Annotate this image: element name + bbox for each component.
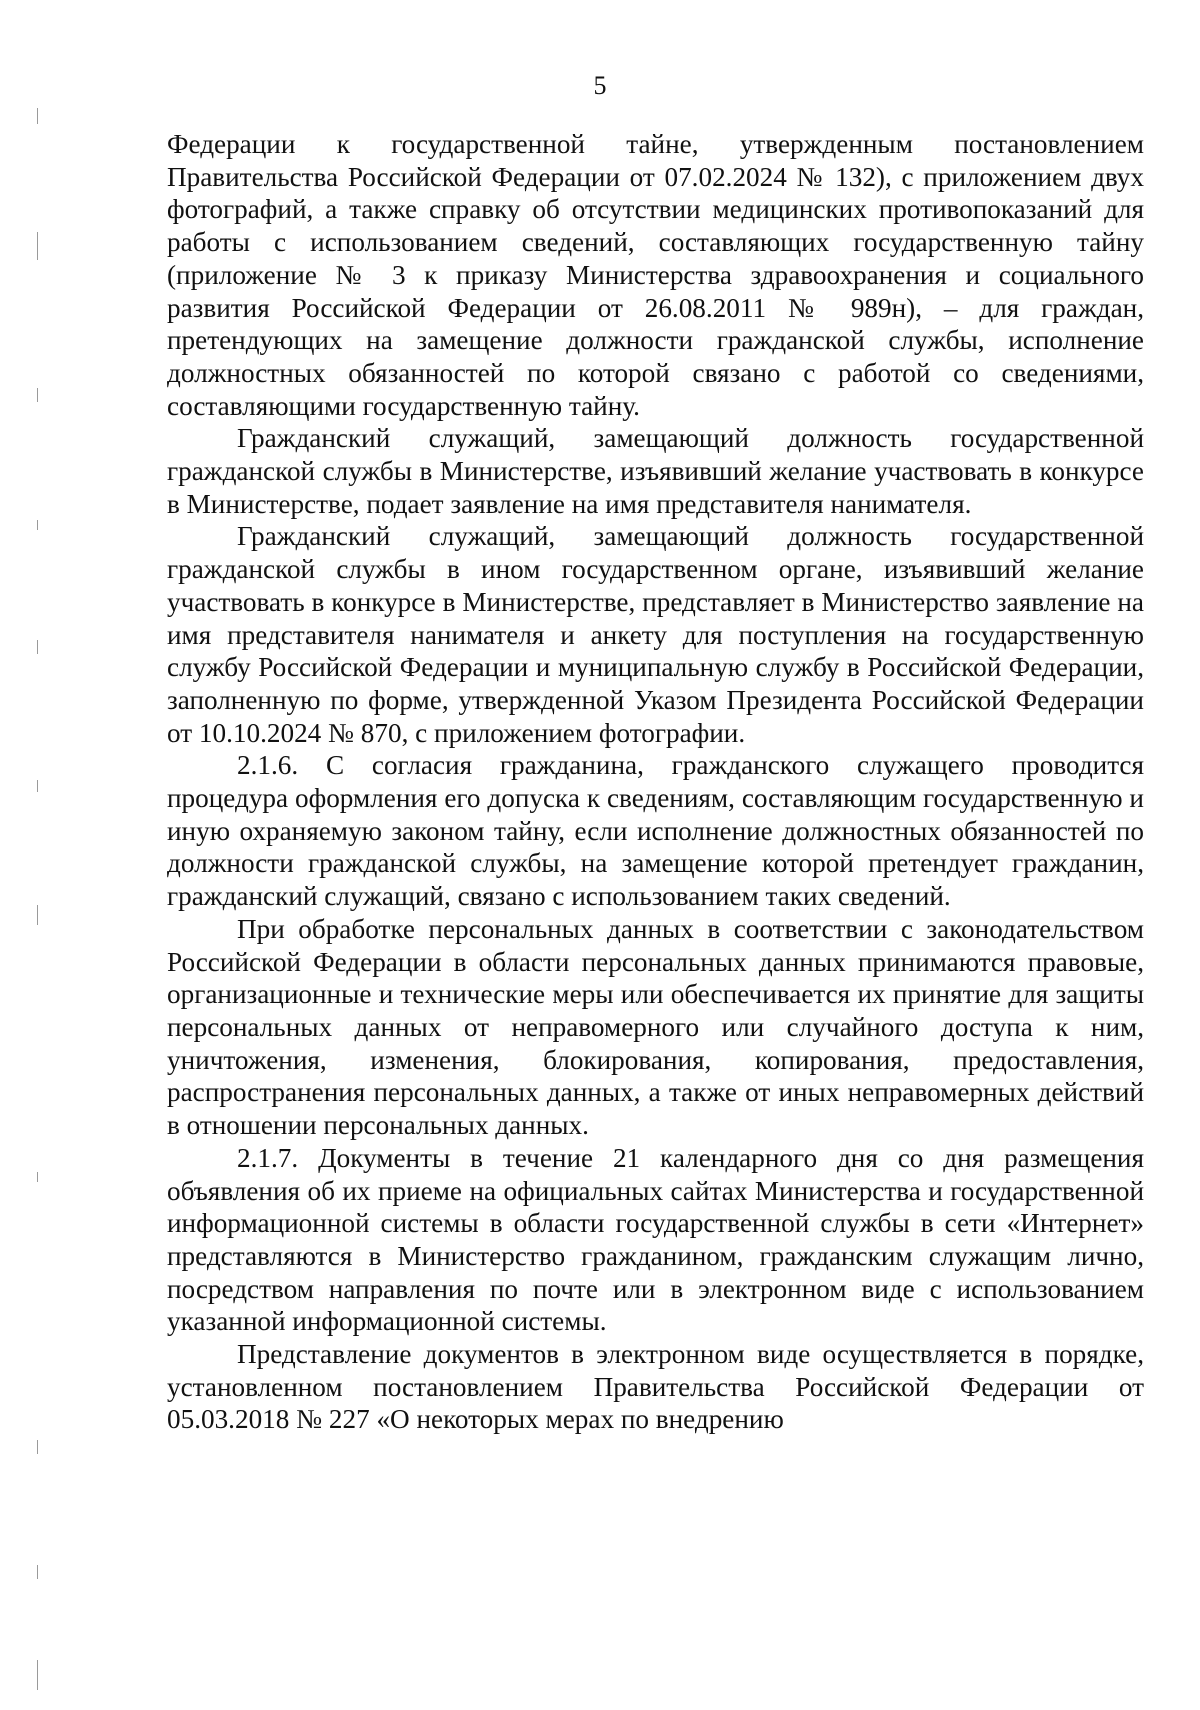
paragraph-electronic-submission: Представление документов в электронном виде осуществляется в порядке, установленном постановлением Правительства Российской Федерации от 05.03.2018 № 227 «О некоторых мерах по внедрению: [167, 1339, 1144, 1435]
page-number: 5: [593, 71, 607, 100]
paragraph-civil-servant-other-body: Гражданский служащий, замещающий должность государственной гражданской службы в ином государственном органе, изъявивший желание участвовать в конкурсе в Министерстве, представляет в Министерство заявление на имя представителя нанимателя и анкету для поступления на государственную службу Российской Федерации и муниципальную службу в Российской Федерации, заполненную по форме, утвержденной Указом Президента Российской Федерации от 10.10.2024 № 870, с приложением фотографии.: [167, 521, 1144, 748]
paragraph-continuation: Федерации к государственной тайне, утвержденным постановлением Правительства Российской Федерации от 07.02.2024 № 132), с приложением двух фотографий, а также справку об отсутствии медицинских противопоказаний для работы с использованием сведений, составляющих государственную тайну (приложение № 3 к приказу Министерства здравоохранения и социального развития Российской Федерации от 26.08.2011 № 989н), – для граждан, претендующих на замещение должности гражданской службы, исполнение должностных обязанностей по которой связано с работой со сведениями, составляющими государственную тайну.: [167, 129, 1144, 421]
paragraph-civil-servant-ministry: Гражданский служащий, замещающий должность государственной гражданской службы в Министерстве, изъявивший желание участвовать в конкурсе в Министерстве, подает заявление на имя представителя нанимателя.: [167, 423, 1144, 519]
paragraph-2-1-7: 2.1.7. Документы в течение 21 календарного дня со дня размещения объявления об их приеме на официальных сайтах Министерства и государственной информационной системы в области государственной службы в сети «Интернет» представляются в Министерство гражданином, гражданским служащим лично, посредством направления по почте или в электронном виде с использованием указанной информационной системы.: [167, 1142, 1144, 1337]
scan-margin-marks: [37, 0, 41, 1710]
document-body: [167, 128, 1144, 1436]
paragraph-personal-data: При обработке персональных данных в соответствии с законодательством Российской Федерации в области персональных данных принимаются правовые, организационные и технические меры или обеспечивается их принятие для защиты персональных данных от неправомерного или случайного доступа к ним, уничтожения, изменения, блокирования, копирования, предоставления, распространения персональных данных, а также от иных неправомерных действий в отношении персональных данных.: [167, 913, 1144, 1141]
paragraph-2-1-6: 2.1.6. С согласия гражданина, гражданского служащего проводится процедура оформления его допуска к сведениям, составляющим государственную и иную охраняемую законом тайну, если исполнение должностных обязанностей по должности гражданской службы, на замещение которой претендует гражданин, гражданский служащий, связано с использованием таких сведений.: [167, 750, 1144, 912]
